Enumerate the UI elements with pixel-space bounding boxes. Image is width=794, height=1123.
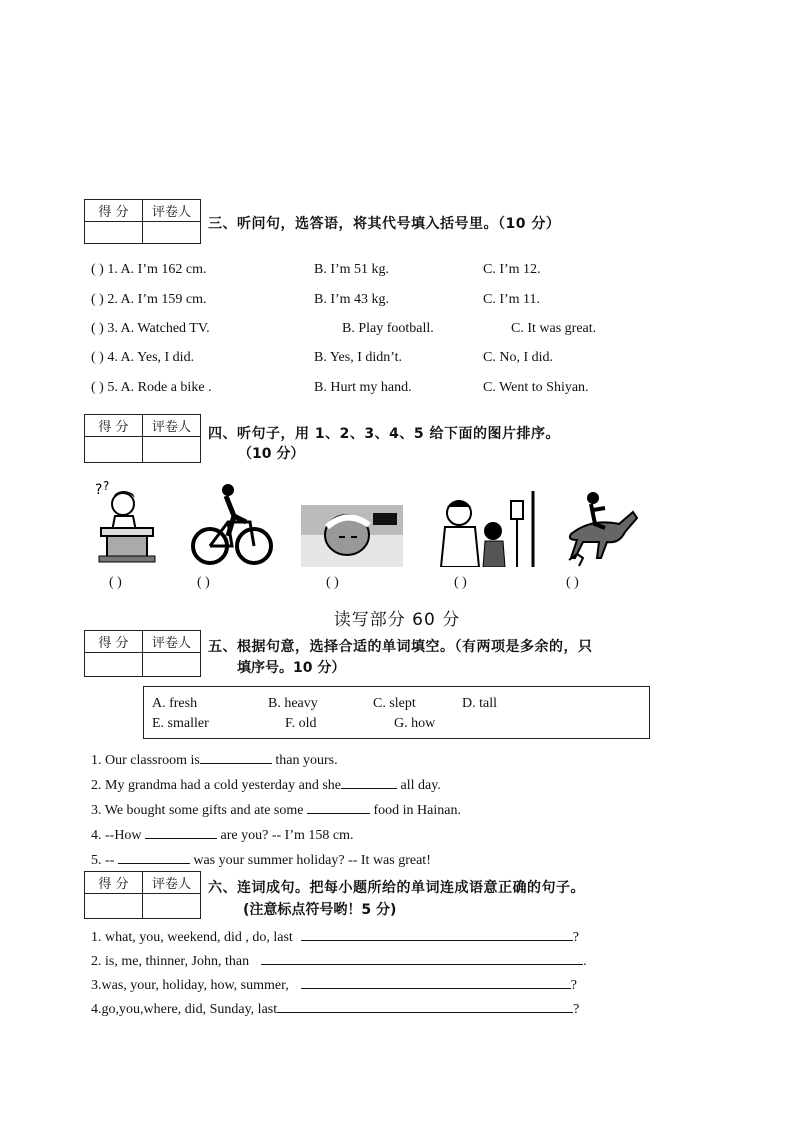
score-table-5	[84, 630, 201, 677]
picture-order-2[interactable]: ( )	[197, 575, 210, 590]
section-6-title: 六、连词成句。把每小题所给的单词连成语意正确的句子。	[208, 880, 585, 896]
section-3-title: 三、听问句，选答语，将其代号填入括号里。（10 分）	[208, 216, 561, 232]
score-cell[interactable]	[85, 653, 143, 677]
score-cell[interactable]	[85, 222, 143, 244]
q3-2-a: ( ) 2. A. I’m 159 cm.	[91, 292, 207, 307]
q3-1-b: B. I’m 51 kg.	[314, 262, 390, 277]
score-table-6	[84, 871, 201, 919]
option-g: G. how	[394, 716, 436, 731]
sick-child-in-bed-picture	[301, 505, 403, 567]
score-label: 得 分	[85, 631, 143, 653]
sentence-question-3: 3.was, your, holiday, how, summer, ?	[91, 978, 577, 993]
horse-rider-picture	[561, 488, 639, 568]
section-5-title: 五、根据句意，选择合适的单词填空。（有两项是多余的，只	[208, 639, 593, 655]
grader-cell[interactable]	[143, 894, 201, 919]
answer-blank[interactable]	[341, 776, 397, 789]
q3-3-b: B. Play football.	[342, 321, 434, 336]
score-cell[interactable]	[85, 437, 143, 463]
option-f: F. old	[285, 716, 317, 731]
q3-4-c: C. No, I did.	[483, 350, 553, 365]
answer-blank[interactable]	[200, 751, 272, 764]
answer-line[interactable]	[301, 976, 571, 989]
option-b: B. heavy	[268, 696, 318, 711]
score-label: 得 分	[85, 415, 143, 437]
section-6-subtitle: (注意标点符号哟！5 分)	[243, 902, 397, 918]
fill-question-2: 2. My grandma had a cold yesterday and she all day.	[91, 778, 441, 793]
q3-2-c: C. I’m 11.	[483, 292, 541, 307]
section-4-title: 四、听句子，用 1、2、3、4、5 给下面的图片排序。	[208, 426, 560, 442]
sentence-question-1: 1. what, you, weekend, did , do, last ?	[91, 930, 580, 945]
grader-cell[interactable]	[143, 437, 201, 463]
q3-5-a: ( ) 5. A. Rode a bike .	[91, 380, 212, 395]
grader-label: 评卷人	[143, 415, 201, 437]
grader-cell[interactable]	[143, 222, 201, 244]
score-label: 得 分	[85, 200, 143, 222]
svg-text:?: ?	[95, 482, 103, 498]
fill-question-1: 1. Our classroom is than yours.	[91, 753, 338, 768]
score-cell[interactable]	[85, 894, 143, 919]
picture-order-5[interactable]: ( )	[566, 575, 579, 590]
cyclist-picture	[190, 482, 274, 568]
answer-blank[interactable]	[145, 826, 217, 839]
section-5-subtitle: 填序号。10 分）	[237, 660, 346, 676]
doctor-visit-picture	[433, 491, 537, 567]
picture-order-4[interactable]: ( )	[454, 575, 467, 590]
fill-question-4: 4. --How are you? -- I’m 158 cm.	[91, 828, 354, 843]
q3-5-c: C. Went to Shiyan.	[483, 380, 589, 395]
fill-question-5: 5. -- was your summer holiday? -- It was great!	[91, 853, 431, 868]
answer-blank[interactable]	[118, 851, 190, 864]
option-e: E. smaller	[152, 716, 209, 731]
score-table-4	[84, 414, 201, 463]
section-4-subtitle: （10 分）	[238, 446, 305, 462]
part-title: 读写部分 60 分	[333, 610, 461, 630]
option-d: D. tall	[462, 696, 497, 711]
q3-3-a: ( ) 3. A. Watched TV.	[91, 321, 210, 336]
answer-line[interactable]	[261, 952, 583, 965]
sentence-question-2: 2. is, me, thinner, John, than .	[91, 954, 587, 969]
q3-4-b: B. Yes, I didn’t.	[314, 350, 403, 365]
svg-text:?: ?	[103, 479, 110, 493]
grader-label: 评卷人	[143, 631, 201, 653]
q3-1-c: C. I’m 12.	[483, 262, 541, 277]
answer-line[interactable]	[301, 928, 573, 941]
answer-line[interactable]	[277, 1000, 573, 1013]
q3-4-a: ( ) 4. A. Yes, I did.	[91, 350, 195, 365]
word-bank	[143, 686, 650, 739]
q3-3-c: C. It was great.	[511, 321, 597, 336]
answer-blank[interactable]	[307, 801, 370, 814]
q3-2-b: B. I’m 43 kg.	[314, 292, 390, 307]
score-label: 得 分	[85, 872, 143, 894]
student-studying-picture	[93, 478, 165, 566]
picture-order-1[interactable]: ( )	[109, 575, 122, 590]
grader-cell[interactable]	[143, 653, 201, 677]
q3-5-b: B. Hurt my hand.	[314, 380, 412, 395]
sentence-question-4: 4.go,you,where, did, Sunday, last ?	[91, 1002, 580, 1017]
option-a: A. fresh	[152, 696, 198, 711]
score-table-3	[84, 199, 201, 244]
grader-label: 评卷人	[143, 872, 201, 894]
fill-question-3: 3. We bought some gifts and ate some food in Hainan.	[91, 803, 461, 818]
q3-1-a: ( ) 1. A. I’m 162 cm.	[91, 262, 207, 277]
picture-order-3[interactable]: ( )	[326, 575, 339, 590]
grader-label: 评卷人	[143, 200, 201, 222]
option-c: C. slept	[373, 696, 416, 711]
